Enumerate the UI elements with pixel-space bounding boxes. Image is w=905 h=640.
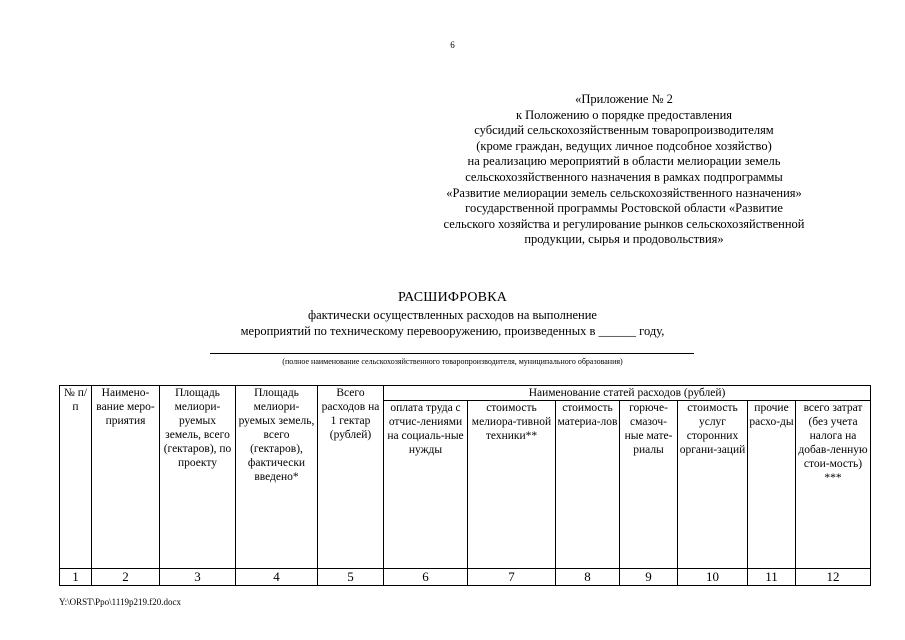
underline-caption: (полное наименование сельскохозяйственного товаропроизводителя, муниципального образования): [282, 357, 623, 366]
column-number: 2: [92, 569, 160, 586]
appendix-line: субсидий сельскохозяйственным товаропроизводителям: [474, 123, 774, 138]
column-number: 4: [236, 569, 318, 586]
header-total: всего затрат (без учета налога на добав-ленную стои-мость) ***: [796, 401, 871, 569]
appendix-line: сельскохозяйственного назначения в рамках подпрограммы: [465, 169, 783, 184]
column-number: 10: [678, 569, 748, 586]
table-header-row: [60, 386, 871, 401]
appendix-line: продукции, сырья и продовольствия»: [524, 232, 724, 247]
header-area-plan: Площадь мелиори-руемых земель, всего (гектаров), по проекту: [160, 386, 236, 569]
name-underline: [210, 353, 694, 354]
header-expense-group: Наименование статей расходов (рублей): [384, 386, 871, 401]
appendix-line: «Развитие мелиорации земель сельскохозяйственного назначения»: [446, 185, 802, 200]
appendix-line: государственной программы Ростовской области «Развитие: [465, 201, 783, 216]
column-number: 12: [796, 569, 871, 586]
header-other: прочие расхо-ды: [748, 401, 796, 569]
header-materials: стоимость материа-лов: [556, 401, 620, 569]
subtitle-line-2: мероприятий по техническому перевооружению, произведенных в ______ году,: [240, 323, 665, 338]
appendix-line: «Приложение № 2: [575, 92, 673, 106]
page-number: 6: [450, 40, 455, 50]
appendix-block: [393, 92, 855, 248]
document-title: РАСШИФРОВКА: [397, 290, 508, 305]
column-number: 1: [60, 569, 92, 586]
header-labor: оплата труда с отчис-лениями на социаль-ные нужды: [384, 401, 468, 569]
column-number: 9: [620, 569, 678, 586]
document-subtitle: [0, 308, 905, 339]
column-number: 11: [748, 569, 796, 586]
column-number: 7: [468, 569, 556, 586]
header-name: Наимено-вание меро-приятия: [92, 386, 160, 569]
appendix-line: (кроме граждан, ведущих личное подсобное хозяйство): [476, 138, 772, 153]
column-number: 5: [318, 569, 384, 586]
column-number: 8: [556, 569, 620, 586]
table-number-row: [60, 569, 871, 586]
header-total-per-ha: Всего расходов на 1 гектар (рублей): [318, 386, 384, 569]
header-machinery: стоимость мелиора-тивной техники**: [468, 401, 556, 569]
column-number: 3: [160, 569, 236, 586]
appendix-line: сельского хозяйства и регулирование рынков сельскохозяйственной: [443, 216, 805, 231]
header-services: стоимость услуг сторонних органи-заций: [678, 401, 748, 569]
file-path-footer: Y:\ORST\Ppo\1119p219.f20.docx: [59, 597, 182, 607]
column-number: 6: [384, 569, 468, 586]
subtitle-line-1: фактически осуществленных расходов на выполнение: [308, 308, 597, 322]
expense-table: [59, 385, 871, 586]
header-area-fact: Площадь мелиори-руемых земель, всего (гектаров), фактически введено*: [236, 386, 318, 569]
appendix-line: на реализацию мероприятий в области мелиорации земель: [467, 154, 781, 169]
header-fuel: горюче-смазоч-ные мате-риалы: [620, 401, 678, 569]
header-no: № п/п: [60, 386, 92, 569]
appendix-line: к Положению о порядке предоставления: [515, 107, 733, 122]
